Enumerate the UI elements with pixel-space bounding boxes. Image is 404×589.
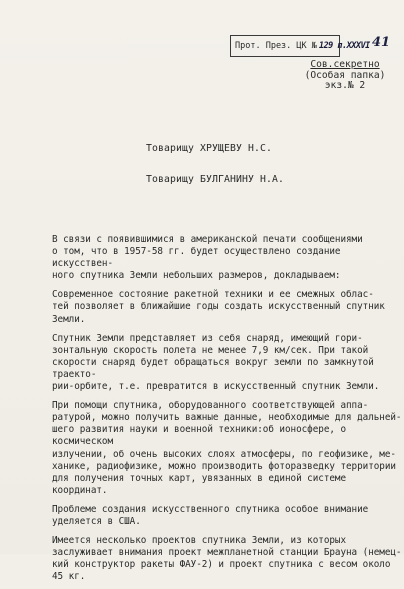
paragraph-satellite-definition: Спутник Земли представляет из себя снаряд, имеющий гори- зонтальную скорость полета не менее 7,9 км/сек. При такой скорости снаряд будет обращаться вокруг земли по замкнутой траекто- рии-орбите, т.е. превратится в искусственный спутник Земли. bbox=[52, 332, 380, 393]
addressee-bulganin: Товарищу БУЛГАНИНУ Н.А. bbox=[146, 174, 284, 185]
page-number: 41 bbox=[372, 35, 391, 50]
classification-secret: Сов.секретно bbox=[310, 59, 380, 70]
stamp-printed-text: Прот. През. ЦК № bbox=[235, 41, 317, 51]
classification-special-folder: (Особая папка) bbox=[304, 69, 386, 81]
paragraph-projects: Имеется несколько проектов спутника Земли, из которых заслуживает внимания проект межпланетной станции Брауна (немец- кий конструктор ракеты ФАУ-2) и проект спутника с весом около 45 кг. bbox=[52, 535, 402, 583]
letter-body bbox=[52, 234, 402, 589]
paragraph-usa-attention: Проблеме создания искусственного спутника особое внимание уделяется в США. bbox=[52, 503, 369, 527]
classification-copy-number: экз.№ 2 bbox=[324, 80, 366, 91]
paragraph-intro: В связи с появившимися в американской печати сообщениями о том, что в 1957-58 гг. будет осуществлено создание искусствен- ного спутника Земли небольших размеров, докладываем: bbox=[52, 234, 363, 282]
stamp-handwritten-text: 129 п.XXXVI bbox=[318, 41, 370, 51]
addressee-khrushchev: Товарищу ХРУЩЕВУ Н.С. bbox=[146, 143, 272, 154]
paragraph-satellite-uses: При помощи спутника, оборудованного соответствующей аппа- ратурой, можно получить важные данные, необходимые для дальней- шего развития науки и военной техники:об ионосфере, о космическом излучении, об очень высоких слоях атмосферы, по геофизике, ме- ханике, радиофизике, можно производить фоторазведку территории для получения точных карт, увязанных в единой системе координат. bbox=[52, 400, 402, 496]
protocol-stamp bbox=[230, 35, 370, 57]
classification-block bbox=[290, 60, 400, 92]
paragraph-rocket-tech: Современное состояние ракетной техники и ее смежных облас- тей позволяет в ближайшие годы создать искусственный спутник Земли. bbox=[52, 289, 385, 325]
